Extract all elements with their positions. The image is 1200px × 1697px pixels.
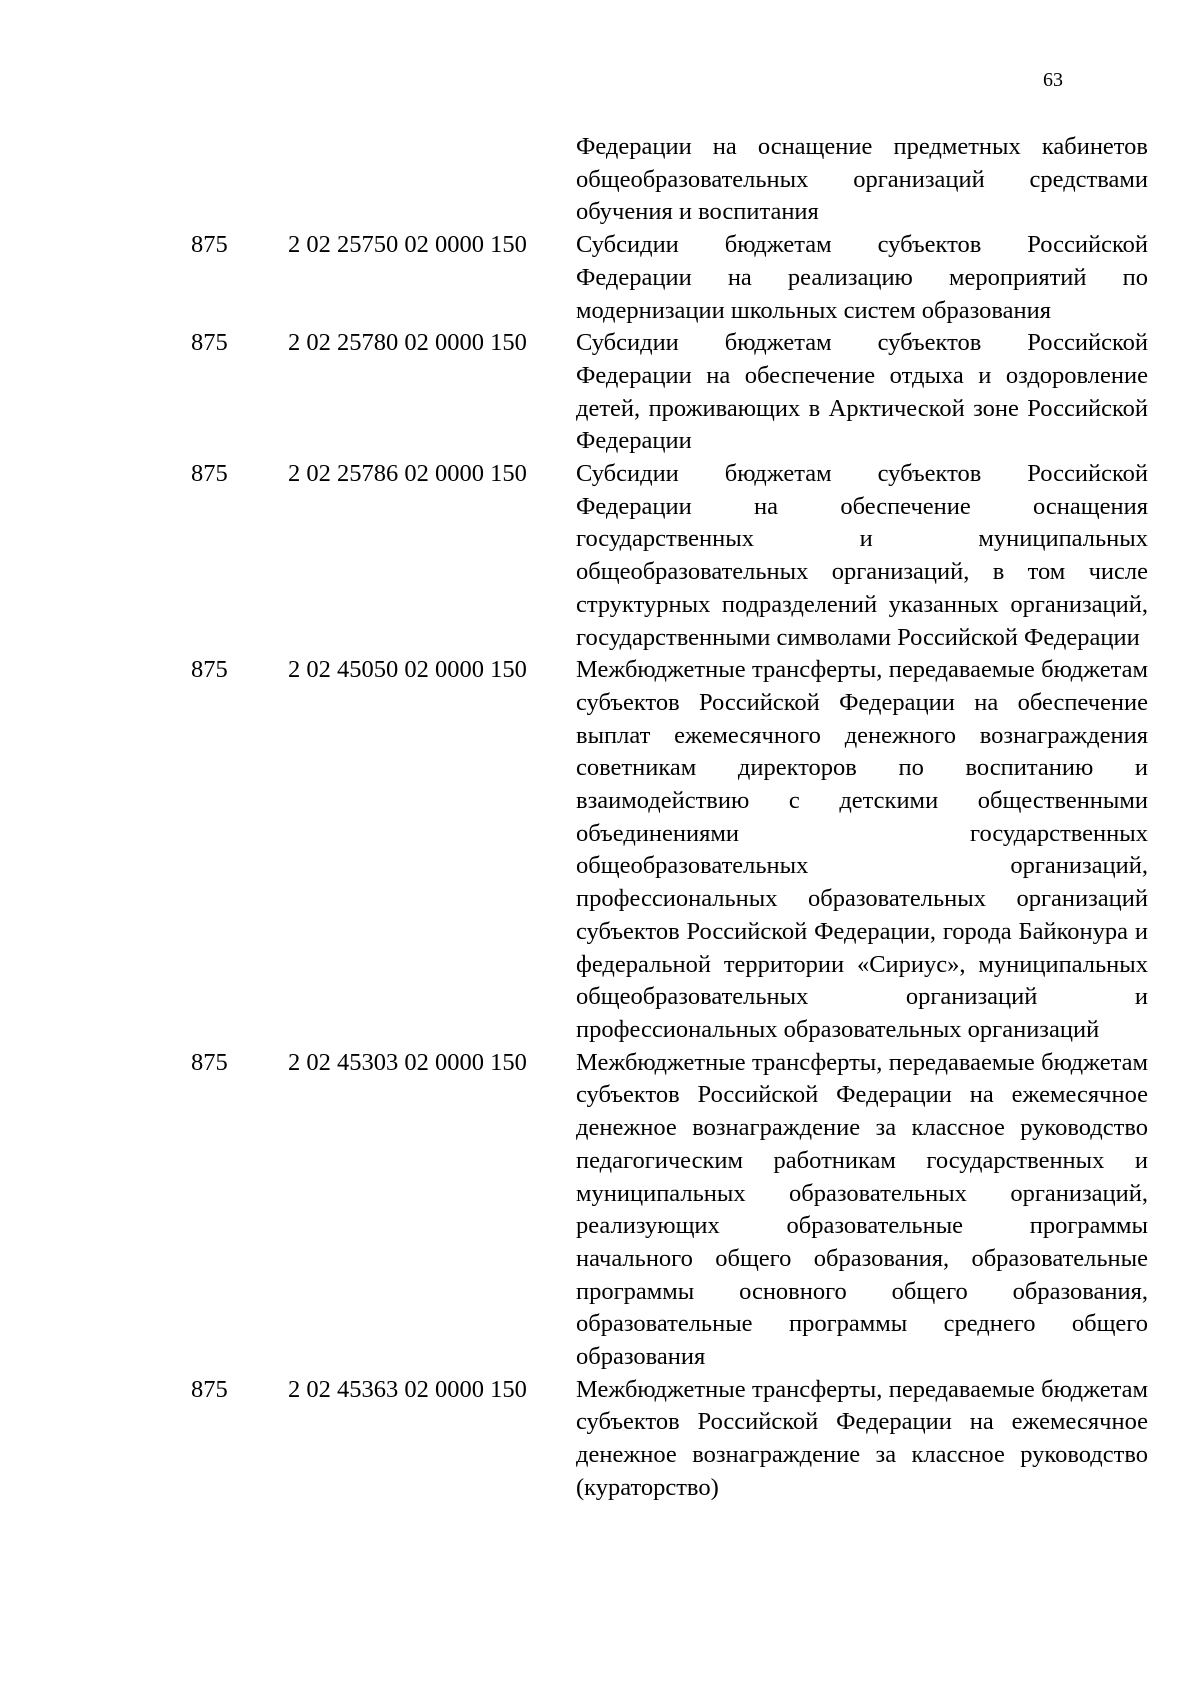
kbk-code: 2 02 45363 02 0000 150 bbox=[288, 1375, 527, 1403]
kbk-code: 2 02 25780 02 0000 150 bbox=[288, 329, 527, 357]
kbk-code: 2 02 45303 02 0000 150 bbox=[288, 1048, 527, 1076]
admin-code: 875 bbox=[191, 656, 228, 684]
row-description: Межбюджетные трансферты, передаваемые бюджетам субъектов Российской Федерации на ежемесячное денежное вознаграждение за классное руководство педагогическим работникам государственных и муниципальных образовательных организаций, реализующих образовательные программы начального общего образования, образовательные программы основного общего образования, образовательные программы среднего общего образования bbox=[576, 1048, 1148, 1371]
row-description: Межбюджетные трансферты, передаваемые бюджетам субъектов Российской Федерации на ежемесячное денежное вознаграждение за классное руководство (кураторство) bbox=[576, 1375, 1148, 1501]
row-description: Субсидии бюджетам субъектов Российской Федерации на обеспечение оснащения государственных и муниципальных общеобразовательных организаций, в том числе структурных подразделений указанных организаций, государственными символами Российской Федерации bbox=[576, 460, 1148, 651]
kbk-code: 2 02 45050 02 0000 150 bbox=[288, 656, 527, 684]
table-row bbox=[0, 131, 1200, 229]
table-row bbox=[0, 1374, 1200, 1505]
page-number: 63 bbox=[1043, 69, 1063, 91]
table-row bbox=[0, 327, 1200, 458]
kbk-code: 2 02 25750 02 0000 150 bbox=[288, 231, 527, 259]
table-row bbox=[0, 229, 1200, 327]
table-row bbox=[0, 458, 1200, 654]
budget-code-table bbox=[0, 131, 1200, 1505]
row-description: Субсидии бюджетам субъектов Российской Федерации на реализацию мероприятий по модернизации школьных систем образования bbox=[576, 231, 1148, 324]
table-row bbox=[0, 654, 1200, 1046]
admin-code: 875 bbox=[191, 1048, 228, 1076]
row-description: Федерации на оснащение предметных кабинетов общеобразовательных организаций средствами обучения и воспитания bbox=[576, 133, 1148, 226]
kbk-code: 2 02 25786 02 0000 150 bbox=[288, 460, 527, 488]
admin-code: 875 bbox=[191, 231, 228, 259]
row-description: Межбюджетные трансферты, передаваемые бюджетам субъектов Российской Федерации на обеспечение выплат ежемесячного денежного вознаграждения советникам директоров по воспитанию и взаимодействию с детскими общественными объединениями государственных общеобразовательных организаций, профессиональных образовательных организаций субъектов Российской Федерации, города Байконура и федеральной территории «Сириус», муниципальных общеобразовательных организаций и профессиональных образовательных организаций bbox=[576, 656, 1148, 1043]
admin-code: 875 bbox=[191, 329, 228, 357]
row-description: Субсидии бюджетам субъектов Российской Федерации на обеспечение отдыха и оздоровление детей, проживающих в Арктической зоне Российской Федерации bbox=[576, 329, 1148, 455]
table-row bbox=[0, 1047, 1200, 1374]
admin-code: 875 bbox=[191, 460, 228, 488]
admin-code: 875 bbox=[191, 1375, 228, 1403]
